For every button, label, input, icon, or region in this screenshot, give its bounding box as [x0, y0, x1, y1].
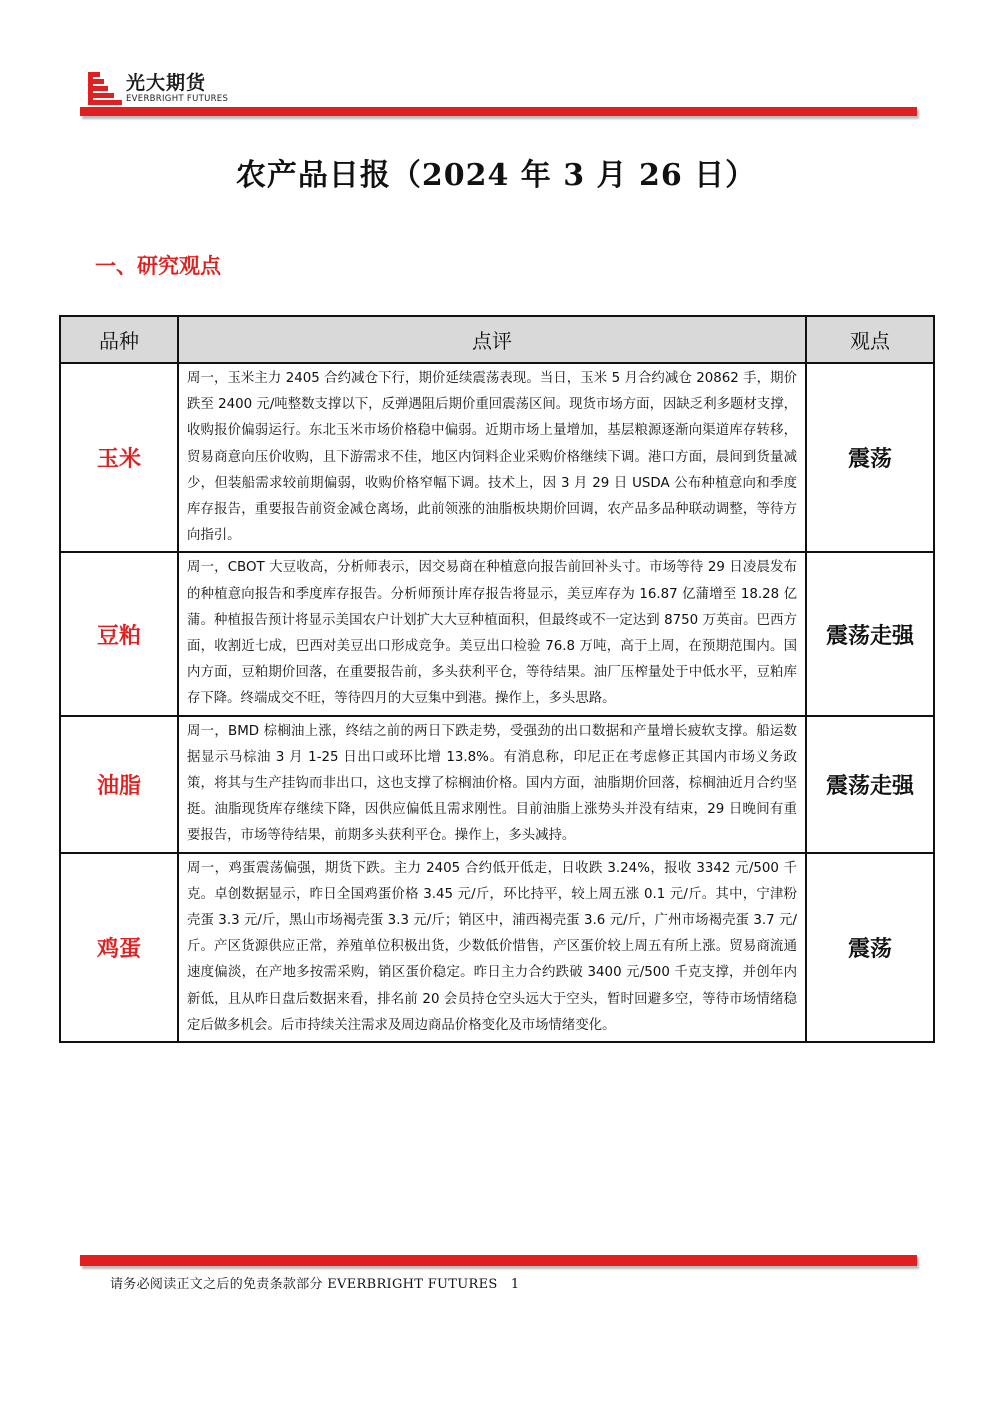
- logo-icon: [88, 72, 122, 106]
- footer-disclaimer: [110, 1273, 519, 1292]
- section-heading: 一、研究观点: [95, 253, 221, 278]
- research-table: [59, 315, 935, 1043]
- row-variety: 鸡蛋: [60, 853, 178, 1042]
- brand-logo: [88, 72, 228, 106]
- header-variety: 品种: [60, 316, 178, 363]
- row-comment: 周一，鸡蛋震荡偏强，期货下跌。主力 2405 合约低开低走，日收跌 3.24%，报收 3342 元/500 千克。卓创数据显示，昨日全国鸡蛋价格 3.45 元/斤，环比持平，较上周五涨 0.1 元/斤。其中，宁津粉壳蛋 3.3 元/斤，黑山市场褐壳蛋 3.3 元/斤；销区中，浦西褐壳蛋 3.6 元/斤，广州市场褐壳蛋 3.7 元/斤。产区货源供应正常，养殖单位积极出货，少数低价惜售，产区蛋价较上周五有所上涨。贸易商流通速度偏淡，在产地多按需采购，销区蛋价稳定。昨日主力合约跌破 3400 元/500 千克支撑，并创年内新低，且从昨日盘后数据来看，排名前 20 会员持仓空头远大于空头，暂时回避多空，等待市场情绪稳定后做多机会。后市持续关注需求及周边商品价格变化及市场情绪变化。: [178, 853, 806, 1042]
- row-variety: 油脂: [60, 716, 178, 853]
- table-row: [60, 363, 934, 552]
- row-variety: 玉米: [60, 363, 178, 552]
- table-row: [60, 853, 934, 1042]
- row-view: 震荡走强: [806, 552, 934, 715]
- footer-disclaimer-text: 请务必阅读正文之后的免责条款部分 EVERBRIGHT FUTURES: [110, 1277, 498, 1292]
- row-comment: 周一，CBOT 大豆收高，分析师表示，因交易商在种植意向报告前回补头寸。市场等待 29 日凌晨发布的种植意向报告和季度库存报告。分析师预计库存报告将显示，美豆库存为 16.87 亿蒲增至 18.28 亿蒲。种植报告预计将显示美国农户计划扩大大豆种植面积，但最终或不一定达到 8750 万英亩。巴西方面，收割近七成，巴西对美豆出口形成竞争。美豆出口检验 76.8 万吨，高于上周，在预期范围内。国内方面，豆粕期价回落，在重要报告前，多头获利平仓，等待结果。油厂压榨量处于中低水平，豆粕库存下降。终端成交不旺，等待四月的大豆集中到港。操作上，多头思路。: [178, 552, 806, 715]
- header-view: 观点: [806, 316, 934, 363]
- row-comment: 周一，玉米主力 2405 合约减仓下行，期价延续震荡表现。当日，玉米 5 月合约减仓 20862 手，期价跌至 2400 元/吨整数支撑以下，反弹遇阻后期价重回震荡区间。现货市场方面，因缺乏利多题材支撑，收购报价偏弱运行。东北玉米市场价格稳中偏弱。近期市场上量增加，基层粮源逐渐向渠道库存转移，贸易商意向压价收购，且下游需求不佳，地区内饲料企业采购价格继续下调。港口方面，晨间到货量减少，但装船需求较前期偏弱，收购价格窄幅下调。技术上，因 3 月 29 日 USDA 公布种植意向和季度库存报告，重要报告前资金减仓离场，此前领涨的油脂板块期价回调，农产品多品种联动调整，等待方向指引。: [178, 363, 806, 552]
- header-rule: [80, 107, 917, 116]
- footer-rule: [80, 1255, 917, 1266]
- page-title: 农产品日报（2024 年 3 月 26 日）: [235, 158, 757, 193]
- row-variety: 豆粕: [60, 552, 178, 715]
- brand-name-cn: 光大期货: [126, 72, 207, 94]
- row-view: 震荡: [806, 853, 934, 1042]
- table-row: [60, 552, 934, 715]
- brand-name-en: EVERBRIGHT FUTURES: [126, 94, 229, 104]
- table-row: [60, 716, 934, 853]
- header-comment: 点评: [178, 316, 806, 363]
- row-view: 震荡: [806, 363, 934, 552]
- row-comment: 周一，BMD 棕榈油上涨，终结之前的两日下跌走势，受强劲的出口数据和产量增长疲软支撑。船运数据显示马棕油 3 月 1-25 日出口或环比增 13.8%。有消息称，印尼正在考虑修正其国内市场义务政策，将其与生产挂钩而非出口，这也支撑了棕榈油价格。国内方面，油脂期价回落，棕榈油近月合约坚挺。油脂现货库存继续下降，因供应偏低且需求刚性。目前油脂上涨势头并没有结束，29 日晚间有重要报告，市场等待结果，前期多头获利平仓。操作上，多头减持。: [178, 716, 806, 853]
- table-header-row: [60, 316, 934, 363]
- row-view: 震荡走强: [806, 716, 934, 853]
- page-number: 1: [510, 1277, 520, 1292]
